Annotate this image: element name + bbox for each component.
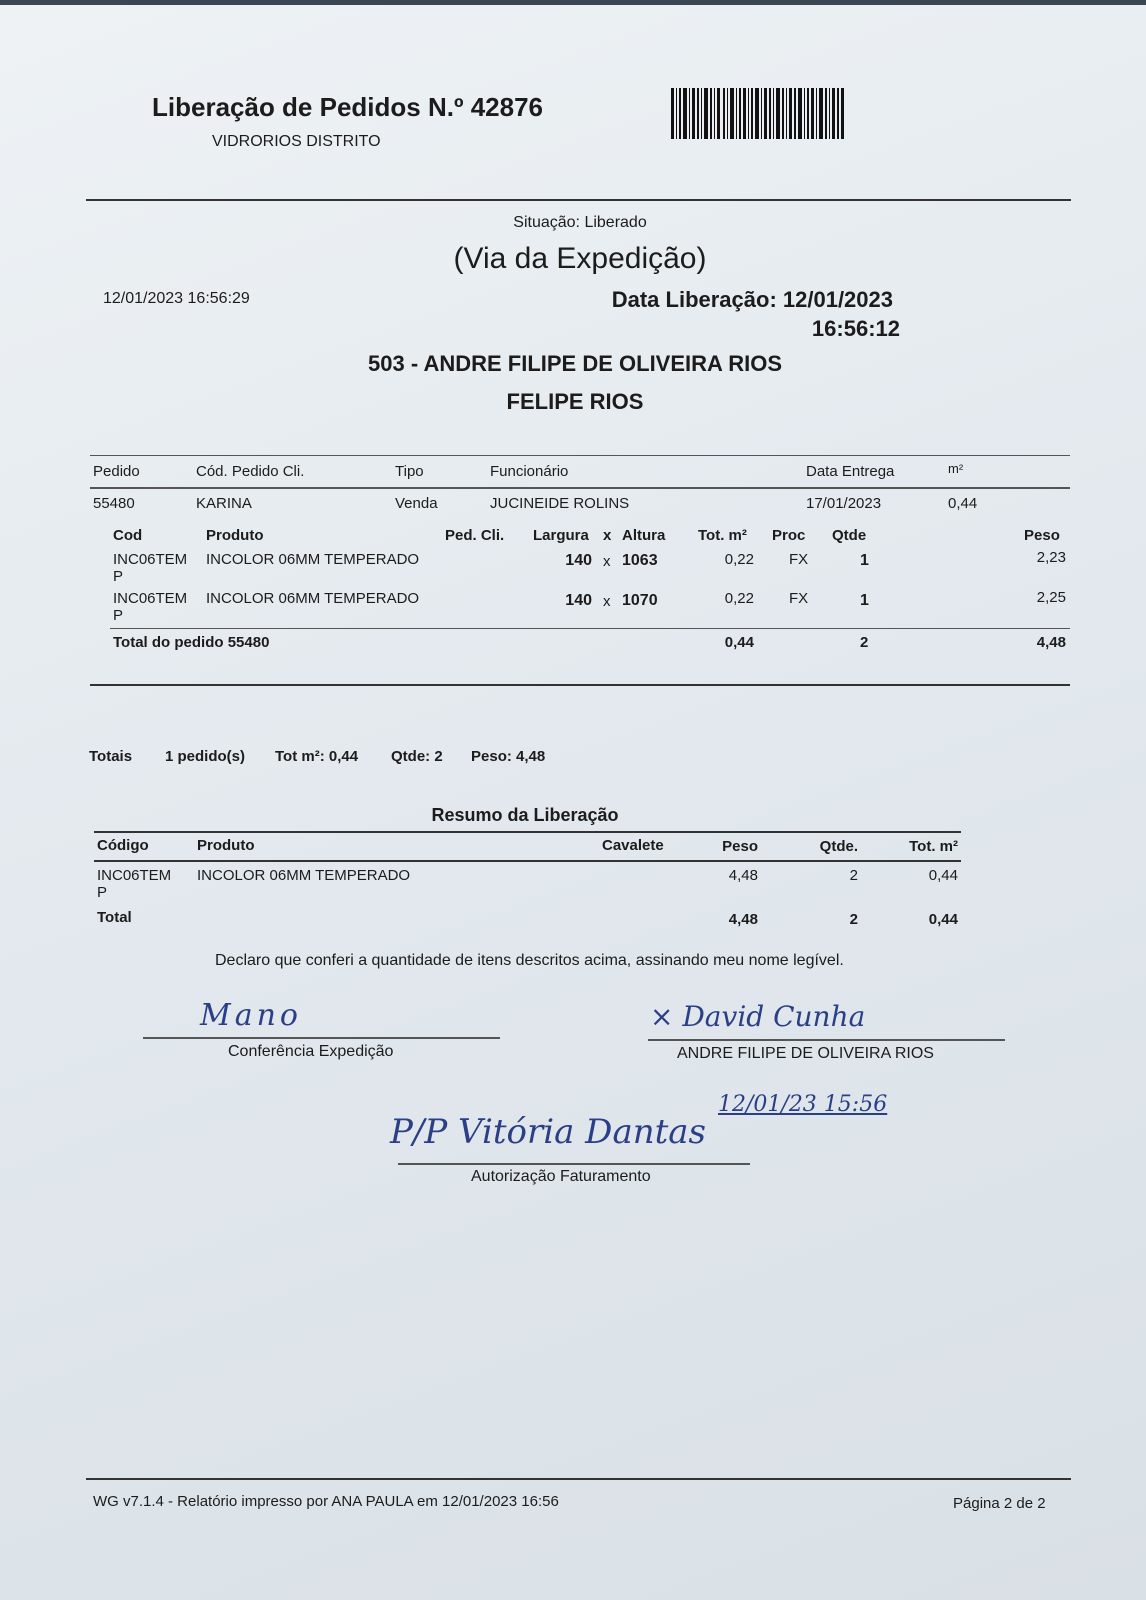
item-produto: INCOLOR 06MM TEMPERADO <box>206 551 420 568</box>
resumo-title: Resumo da Liberação <box>431 805 619 825</box>
cliente-label: ANDRE FILIPE DE OLIVEIRA RIOS <box>677 1045 934 1062</box>
resumo-col-tot-m2: Tot. m² <box>909 838 958 855</box>
items-col-tot-m2: Tot. m² <box>698 527 747 544</box>
items-col-x: x <box>603 527 612 544</box>
resumo-col-codigo: Código <box>97 837 149 854</box>
resumo-total-label: Total <box>97 909 132 926</box>
item-qtde: 1 <box>860 592 869 609</box>
totais-peso: Peso: 4,48 <box>471 748 546 765</box>
items-col-produto: Produto <box>206 527 264 544</box>
items-col-largura: Largura <box>533 527 589 544</box>
resumo-tot-m2: 0,44 <box>928 867 958 884</box>
footer-report-info: WG v7.1.4 - Relatório impresso por ANA PAULA em 12/01/2023 16:56 <box>93 1493 559 1510</box>
item-x: x <box>603 553 611 570</box>
item-tot-m2: 0,22 <box>724 551 754 568</box>
item-peso: 2,23 <box>1036 549 1066 566</box>
item-proc: FX <box>789 590 809 607</box>
print-datetime: 12/01/2023 16:56:29 <box>103 290 250 307</box>
item-cod-wrap: P <box>113 607 124 624</box>
handwritten-signature-autorizacao: P/P Vitória Dantas <box>390 1112 706 1152</box>
items-col-qtde: Qtde <box>832 527 867 544</box>
resumo-total-peso: 4,48 <box>728 911 758 928</box>
items-col-cod: Cod <box>113 527 143 544</box>
order-tipo: Venda <box>395 495 438 512</box>
autorizacao-label: Autorização Faturamento <box>471 1168 651 1185</box>
resumo-header-rule <box>94 860 961 862</box>
col-m2: m² <box>948 461 964 476</box>
autorizacao-sign-line <box>398 1163 750 1165</box>
order-cod-pedido-cli: KARINA <box>196 495 252 512</box>
data-liberacao: Data Liberação: 12/01/2023 <box>611 287 893 312</box>
col-tipo: Tipo <box>395 463 424 480</box>
order-table-header-rule <box>90 487 1070 489</box>
hora-liberacao: 16:56:12 <box>811 316 900 341</box>
resumo-total-tot-m2: 0,44 <box>928 911 958 928</box>
totais-qtde: Qtde: 2 <box>391 748 443 765</box>
item-proc: FX <box>789 551 809 568</box>
col-pedido: Pedido <box>93 463 140 480</box>
conferencia-label: Conferência Expedição <box>228 1043 394 1060</box>
item-peso: 2,25 <box>1036 589 1066 606</box>
order-data-entrega: 17/01/2023 <box>806 495 882 512</box>
col-data-entrega: Data Entrega <box>806 463 895 480</box>
totais-pedidos: 1 pedido(s) <box>165 748 246 765</box>
items-col-peso: Peso <box>1024 527 1060 544</box>
resumo-qtde: 2 <box>849 867 858 884</box>
handwritten-signature-cliente: × David Cunha <box>650 1000 866 1033</box>
col-funcionario: Funcionário <box>490 463 569 480</box>
items-bottom-divider <box>90 684 1070 686</box>
item-cod-wrap: P <box>113 568 124 585</box>
resumo-total-qtde: 2 <box>849 911 858 928</box>
items-col-proc: Proc <box>772 527 806 544</box>
handwritten-date: 12/01/23 15:56 <box>718 1092 888 1117</box>
order-funcionario: JUCINEIDE ROLINS <box>490 495 630 512</box>
resumo-codigo: INC06TEM <box>97 867 172 884</box>
items-total-rule <box>110 628 1070 629</box>
items-total-peso: 4,48 <box>1036 634 1066 651</box>
resumo-peso: 4,48 <box>728 867 758 884</box>
totais-label: Totais <box>89 748 133 765</box>
situacao-label: Situação: Liberado <box>513 214 647 231</box>
items-total-qtde: 2 <box>860 634 869 651</box>
item-qtde: 1 <box>860 552 869 569</box>
totais-tot-m2: Tot m²: 0,44 <box>275 748 359 765</box>
resumo-col-peso: Peso <box>722 838 758 855</box>
items-col-altura: Altura <box>622 527 666 544</box>
client-name: 503 - ANDRE FILIPE DE OLIVEIRA RIOS <box>368 351 782 376</box>
item-altura: 1070 <box>622 592 658 609</box>
col-cod-pedido-cli: Cód. Pedido Cli. <box>196 463 305 480</box>
conferencia-sign-line <box>143 1037 500 1039</box>
header-divider <box>86 199 1071 201</box>
item-cod: INC06TEM <box>113 590 188 607</box>
document-title: Liberação de Pedidos N.º 42876 <box>152 92 543 122</box>
item-tot-m2: 0,22 <box>724 590 754 607</box>
declaration-text: Declaro que conferi a quantidade de itens descritos acima, assinando meu nome legível. <box>215 952 844 969</box>
resumo-col-cavalete: Cavalete <box>602 837 664 854</box>
client-nickname: FELIPE RIOS <box>506 389 644 414</box>
barcode-icon <box>671 88 844 139</box>
item-produto: INCOLOR 06MM TEMPERADO <box>206 590 420 607</box>
order-table-top-rule <box>90 455 1070 456</box>
company-name: VIDRORIOS DISTRITO <box>212 133 381 150</box>
item-x: x <box>603 593 611 610</box>
item-largura: 140 <box>565 552 592 569</box>
items-total-m2: 0,44 <box>724 634 754 651</box>
items-total-label: Total do pedido 55480 <box>113 634 270 651</box>
item-cod: INC06TEM <box>113 551 188 568</box>
footer-divider <box>86 1478 1071 1480</box>
order-m2: 0,44 <box>948 495 978 512</box>
resumo-produto: INCOLOR 06MM TEMPERADO <box>197 867 411 884</box>
handwritten-signature-conferencia: Mano <box>200 998 302 1033</box>
via-label: (Via da Expedição) <box>453 242 707 275</box>
page-number: Página 2 de 2 <box>953 1495 1046 1512</box>
cliente-sign-line <box>648 1039 1005 1041</box>
order-pedido: 55480 <box>93 495 135 512</box>
resumo-codigo-wrap: P <box>97 884 108 901</box>
items-col-ped-cli: Ped. Cli. <box>445 527 505 544</box>
item-altura: 1063 <box>622 552 658 569</box>
item-largura: 140 <box>565 592 592 609</box>
resumo-top-rule <box>94 831 961 833</box>
resumo-col-produto: Produto <box>197 837 255 854</box>
resumo-col-qtde: Qtde. <box>819 838 858 855</box>
top-edge <box>0 0 1146 5</box>
